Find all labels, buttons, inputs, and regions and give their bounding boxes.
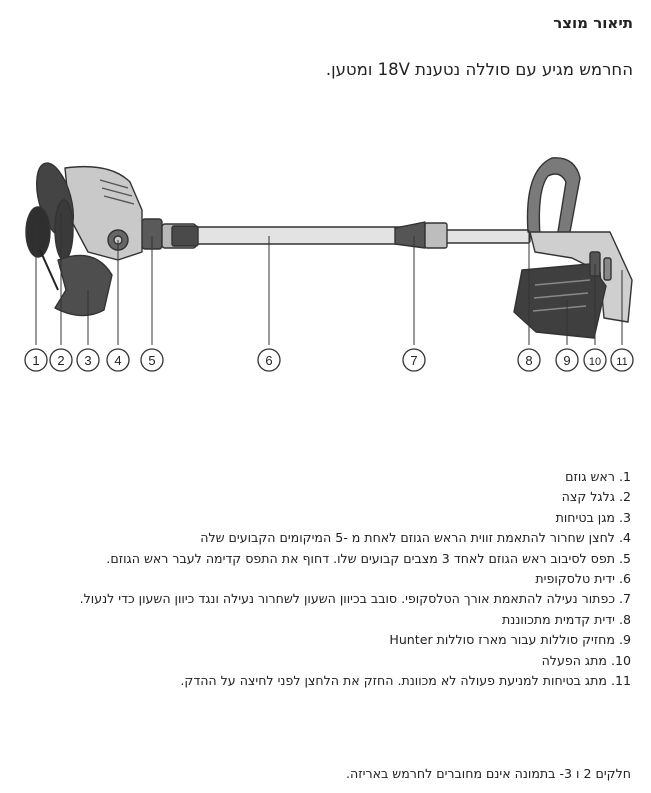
safety-switch: [604, 258, 611, 280]
part-item: 2. גלגל קצה: [561, 489, 631, 505]
part-item: 3. מגן בטיחות: [555, 509, 631, 525]
safety-guard: [55, 255, 112, 315]
part-item: 6. ידית טלסקופית: [535, 571, 631, 587]
spool: [26, 207, 50, 257]
trimmer-diagram: [0, 140, 651, 390]
callout-2: 2: [57, 353, 65, 368]
part-item: 11. מתג בטיחות למניעת פעולה לא מכוונת. החזק את הלחצן לפני לחיצה על ההדק.: [180, 673, 631, 689]
part-item: 4. לחצן שחרור להתאמת זווית הראש הגוזם לאחת מ -5 המיקומים הקבועים שלה: [200, 530, 631, 546]
callout-8: 8: [525, 353, 533, 368]
edge-wheel: [55, 200, 73, 260]
collar-3: [172, 226, 198, 246]
packaging-note: חלקים 2 ו 3- בתמונה אינם מחוברים לחרמש באריזה.: [346, 766, 631, 781]
part-item: 7. כפתור נעילה להתאמת אורך הטלסקופי. סובב בכיוון השעון לשחרור נעילה ונגד כיוון השעון כדי לנעול.: [79, 591, 631, 607]
parts-list: [11, 467, 631, 691]
callout-1: 1: [32, 353, 40, 368]
shaft-front: [195, 227, 410, 244]
cutting-line: [40, 250, 58, 290]
callout-4: 4: [114, 353, 122, 368]
callout-6: 6: [265, 353, 273, 368]
page-title: תיאור מוצר: [553, 14, 633, 32]
part-item: 8. ידית קדמית מתכווננת: [502, 611, 631, 627]
callout-11: 11: [616, 356, 628, 368]
callout-10: 10: [588, 356, 602, 368]
callout-7: 7: [410, 353, 418, 368]
callout-9: 9: [563, 353, 571, 368]
part-item: 9. מחזיק סוללות עבור מארז סוללות Hunter: [389, 632, 631, 648]
page-subtitle: החרמש מגיע עם סוללה נטענת 18V ומטען.: [325, 60, 633, 79]
callout-3: 3: [84, 353, 92, 368]
lock-sleeve: [425, 223, 447, 248]
callout-5: 5: [148, 353, 156, 368]
part-item: 5. תפס לסיבוב ראש הגוזם לאחד 3 מצבים קבועים שלו. דחוף את התפס קדימה לעבר ראש הגוזם.: [106, 550, 631, 566]
part-item: 10. מתג הפעלה: [541, 652, 631, 668]
lock-knob: [395, 222, 425, 248]
part-item: 1. ראש גוזם: [565, 469, 631, 484]
